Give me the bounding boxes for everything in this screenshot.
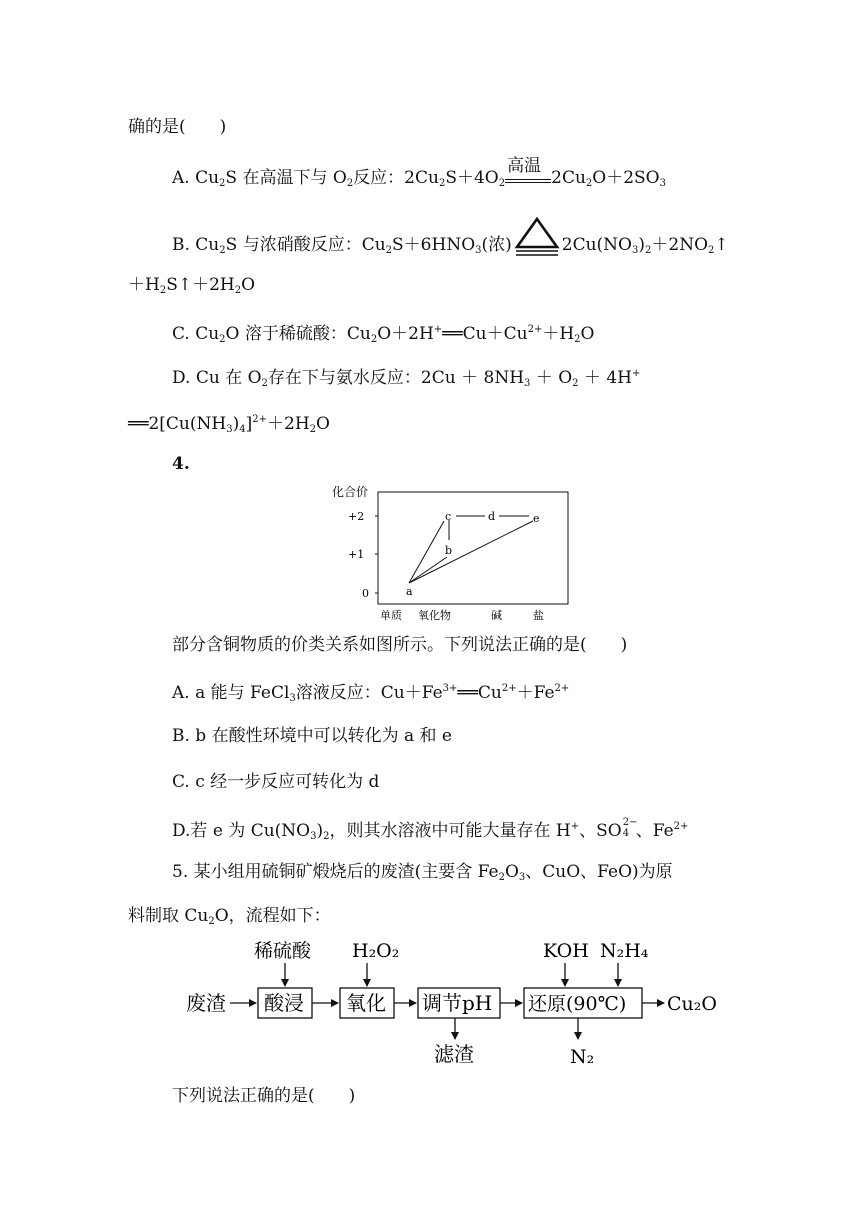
- point-d: d: [488, 510, 496, 523]
- reagent-dilute-sulfuric-acid: 稀硫酸: [254, 940, 312, 962]
- point-b: b: [445, 544, 453, 557]
- flow-box-acid-leach-label: 酸浸: [264, 991, 304, 1015]
- reagent-koh: KOH: [543, 940, 589, 962]
- valence-class-diagram: [320, 480, 580, 625]
- y-tick-zero: 0: [362, 587, 369, 600]
- q5-stem-line1: 5. 某小组用硫铜矿煅烧后的废渣(主要含 $Fe_2O_3$、CuO、FeO)为原: [172, 862, 673, 883]
- flow-box-oxidation-label: 氧化: [346, 991, 386, 1015]
- q3-option-b: B. $Cu_2S$ 与浓硝酸反应：$Cu_2S+6HNO_3$(浓) $2Cu(NO_3)_2+2NO_2↑$: [172, 233, 729, 263]
- x-tick-oxide: 氧化物: [418, 609, 451, 622]
- q3-option-a: A. $Cu_2S$ 在高温下与 $O_2$反应：$2Cu_2S+4O_2$ 高温 $2Cu_2O+2SO_3$: [172, 156, 666, 189]
- stem-tail: 确的是( ): [128, 117, 227, 137]
- point-a: a: [406, 585, 413, 598]
- q5-question: 下列说法正确的是( ): [172, 1086, 356, 1106]
- q3-option-c: C. $Cu_2O$ 溶于稀硫酸：$Cu_2O+2H^+══Cu+Cu^{2+}+H_2O$: [172, 324, 595, 345]
- output-nitrogen: N₂: [570, 1046, 595, 1068]
- q5-stem-line2: 料制取 $Cu_2O$，流程如下：: [128, 906, 331, 927]
- diagram-y-title: 化合价: [332, 485, 369, 499]
- reagent-hydrogen-peroxide: H₂O₂: [352, 940, 400, 962]
- heating-triangle-icon: [512, 233, 562, 257]
- flow-start-waste: 废渣: [186, 991, 226, 1015]
- flow-box-reduction-label: 还原(90℃): [528, 993, 627, 1015]
- x-tick-base: 碱: [491, 609, 502, 622]
- x-tick-element: 单质: [380, 609, 402, 622]
- q3-option-d: D. Cu 在 $O_2$存在下与氨水反应：$2Cu + 8NH_3 + O_2 + 4H^+$: [172, 368, 641, 389]
- process-flow-diagram: [180, 935, 740, 1075]
- q4-option-c: C. c 经一步反应可转化为 d: [172, 772, 380, 792]
- q4-stem: 部分含铜物质的价类关系如图所示。下列说法正确的是( ): [172, 635, 628, 655]
- flow-box-adjust-ph-label: 调节pH: [422, 991, 493, 1015]
- y-tick-plus1: +1: [348, 548, 365, 561]
- reaction-condition-high-temp: 高温: [505, 166, 551, 190]
- q3-option-b-cont: $+H_2S↑+2H_2O$: [128, 275, 256, 296]
- point-e: e: [533, 512, 540, 525]
- point-c: c: [445, 510, 452, 523]
- q3-option-d-cont: $══2[Cu(NH_3)_4]^{2+}+2H_2O$: [128, 414, 330, 435]
- q4-option-d: D.若 e 为 $Cu(NO_3)_2$，则其水溶液中可能大量存在 H+、SO 2− 4 、$Fe^{2+}$: [172, 817, 689, 842]
- q4-number: 4.: [172, 454, 190, 474]
- q4-option-b: B. b 在酸性环境中可以转化为 a 和 e: [172, 726, 452, 746]
- flow-product: Cu₂O: [667, 993, 717, 1015]
- output-filter-residue: 滤渣: [434, 1042, 474, 1066]
- q4-option-a: A. a 能与 FeCl$_3$溶液反应：$Cu+Fe^{3+}══Cu^{2+}+Fe^{2+}$: [172, 683, 570, 704]
- y-tick-plus2: +2: [348, 510, 365, 523]
- x-tick-salt: 盐: [533, 609, 544, 622]
- reagent-hydrazine: N₂H₄: [600, 940, 649, 962]
